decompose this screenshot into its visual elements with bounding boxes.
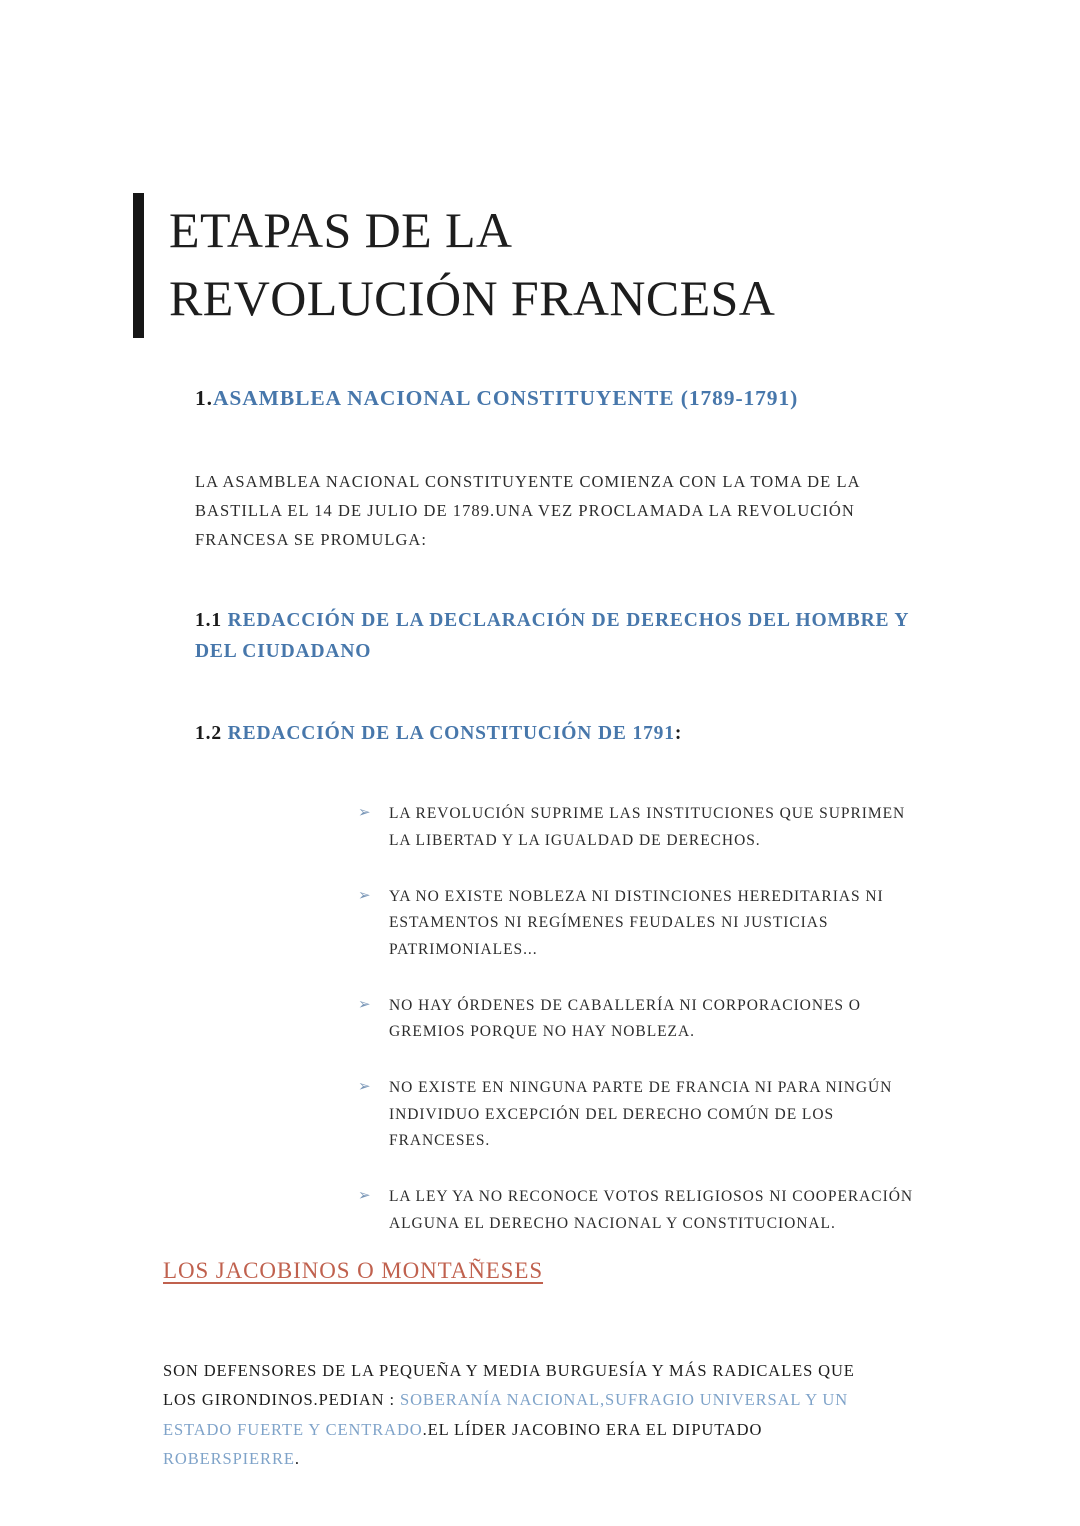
section-1-paragraph: LA ASAMBLEA NACIONAL CONSTITUYENTE COMIENZA CON LA TOMA DE LA BASTILLA EL 14 DE JULIO DE 1789.UNA VEZ PROCLAMADA LA REVOLUCIÓN FRANCESA SE PROMULGA: (195, 472, 860, 549)
list-item-text: YA NO EXISTE NOBLEZA NI DISTINCIONES HEREDITARIAS NI ESTAMENTOS NI REGÍMENES FEUDALES NI JUSTICIAS PATRIMONIALES... (389, 887, 884, 958)
list-item (195, 993, 920, 1046)
list-item-text: NO HAY ÓRDENES DE CABALLERÍA NI CORPORACIONES O GREMIOS PORQUE NO HAY NOBLEZA. (389, 996, 861, 1041)
arrow-bullet-icon: ➢ (358, 1078, 372, 1095)
jacobinos-text-part-3: . (294, 1449, 300, 1469)
list-item-text: LA LEY YA NO RECONOCE VOTOS RELIGIOSOS NI COOPERACIÓN ALGUNA EL DERECHO NACIONAL Y CONSTITUCIONAL. (389, 1187, 913, 1232)
jacobinos-section (163, 1258, 923, 1473)
page-title: ETAPAS DE LA REVOLUCIÓN FRANCESA (169, 202, 776, 326)
arrow-bullet-icon: ➢ (358, 887, 372, 904)
section-heading-1 (195, 386, 920, 411)
list-item (195, 1184, 920, 1237)
document-title-block (133, 193, 833, 338)
list-item-text: LA REVOLUCIÓN SUPRIME LAS INSTITUCIONES QUE SUPRIMEN LA LIBERTAD Y LA IGUALDAD DE DERECHOS. (389, 805, 906, 850)
section-number-1: 1. (195, 386, 213, 410)
arrow-bullet-icon: ➢ (358, 805, 372, 822)
jacobinos-paragraph (163, 1356, 883, 1473)
section-heading-1-1 (195, 605, 920, 668)
document-body (195, 386, 920, 1266)
jacobinos-demands-highlight: SOBERANÍA NACIONAL,SUFRAGIO UNIVERSAL Y UN ESTADO FUERTE Y CENTRADO (163, 1390, 849, 1439)
section-number-1-1: 1.1 (195, 609, 222, 631)
jacobinos-text-part-1: SON DEFENSORES DE LA PEQUEÑA Y MEDIA BURGUESÍA Y MÁS RADICALES QUE LOS GIRONDINOS.PEDIAN : (163, 1361, 855, 1410)
constitution-bullet-list (195, 801, 920, 1237)
section-title-1: ASAMBLEA NACIONAL CONSTITUYENTE (1789-1791) (212, 386, 799, 410)
title-accent-bar (133, 193, 144, 338)
jacobinos-leader-highlight: ROBERSPIERRE (163, 1449, 295, 1469)
section-1-2-colon: : (674, 722, 683, 744)
section-heading-1-2 (195, 718, 920, 750)
section-title-1-2: REDACCIÓN DE LA CONSTITUCIÓN DE 1791 (227, 722, 675, 744)
jacobinos-text-part-2: .EL LÍDER JACOBINO ERA EL DIPUTADO (422, 1419, 763, 1439)
section-title-1-1: REDACCIÓN DE LA DECLARACIÓN DE DERECHOS DEL HOMBRE Y DEL CIUDADANO (195, 609, 909, 663)
list-item (195, 884, 920, 964)
list-item (195, 1075, 920, 1155)
section-number-1-2: 1.2 (195, 722, 222, 744)
jacobinos-heading: LOS JACOBINOS O MONTAÑESES (163, 1258, 544, 1283)
list-item (195, 801, 920, 854)
list-item-text: NO EXISTE EN NINGUNA PARTE DE FRANCIA NI PARA NINGÚN INDIVIDUO EXCEPCIÓN DEL DERECHO COMÚN DE LOS FRANCESES. (389, 1078, 893, 1150)
arrow-bullet-icon: ➢ (358, 996, 372, 1013)
arrow-bullet-icon: ➢ (358, 1187, 372, 1204)
